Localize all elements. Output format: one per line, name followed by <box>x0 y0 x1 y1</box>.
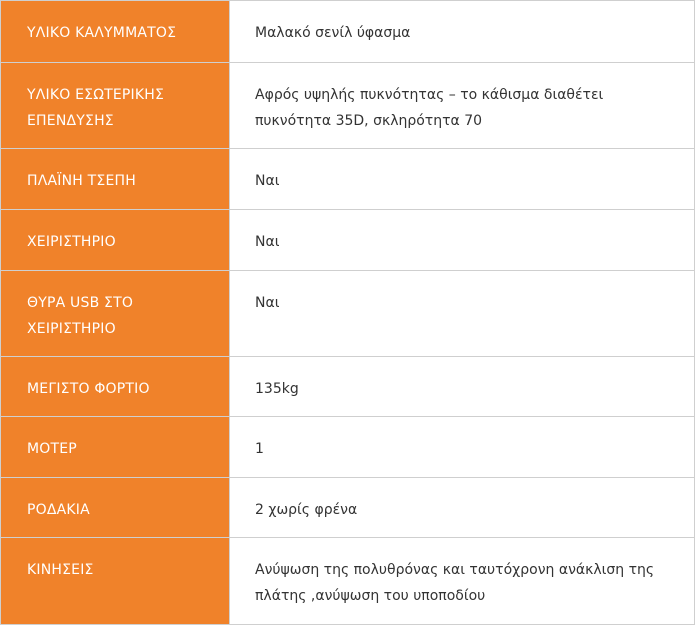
spec-row <box>1 1 695 63</box>
spec-value: Μαλακό σενίλ ύφασμα <box>230 1 695 63</box>
spec-row <box>1 210 695 271</box>
spec-value: 1 <box>230 417 695 478</box>
spec-row <box>1 149 695 210</box>
spec-label: ΜΕΓΙΣΤΟ ΦΟΡΤΙΟ <box>1 357 230 417</box>
spec-label: ΥΛΙΚΟ ΚΑΛΥΜΜΑΤΟΣ <box>1 1 230 63</box>
spec-row <box>1 63 695 149</box>
spec-value: Ναι <box>230 271 695 357</box>
spec-label: ΥΛΙΚΟ ΕΣΩΤΕΡΙΚΗΣ ΕΠΕΝΔΥΣΗΣ <box>1 63 230 149</box>
spec-label: ΡΟΔΑΚΙΑ <box>1 478 230 538</box>
spec-value: 2 χωρίς φρένα <box>230 478 695 538</box>
spec-value: Ανύψωση της πολυθρόνας και ταυτόχρονη ανάκλιση της πλάτης ,ανύψωση του υποποδίου <box>230 538 695 625</box>
spec-row <box>1 478 695 538</box>
spec-value: Αφρός υψηλής πυκνότητας – το κάθισμα διαθέτει πυκνότητα 35D, σκληρότητα 70 <box>230 63 695 149</box>
spec-value: Ναι <box>230 149 695 210</box>
spec-row <box>1 417 695 478</box>
spec-value: 135kg <box>230 357 695 417</box>
spec-row <box>1 538 695 625</box>
spec-label: ΧΕΙΡΙΣΤΗΡΙΟ <box>1 210 230 271</box>
spec-label: ΚΙΝΗΣΕΙΣ <box>1 538 230 625</box>
spec-label: ΜΟΤΕΡ <box>1 417 230 478</box>
spec-value: Ναι <box>230 210 695 271</box>
spec-label: ΠΛΑΪΝΗ ΤΣΕΠΗ <box>1 149 230 210</box>
spec-row <box>1 357 695 417</box>
spec-row <box>1 271 695 357</box>
spec-label: ΘΥΡΑ USB ΣΤΟ ΧΕΙΡΙΣΤΗΡΙΟ <box>1 271 230 357</box>
